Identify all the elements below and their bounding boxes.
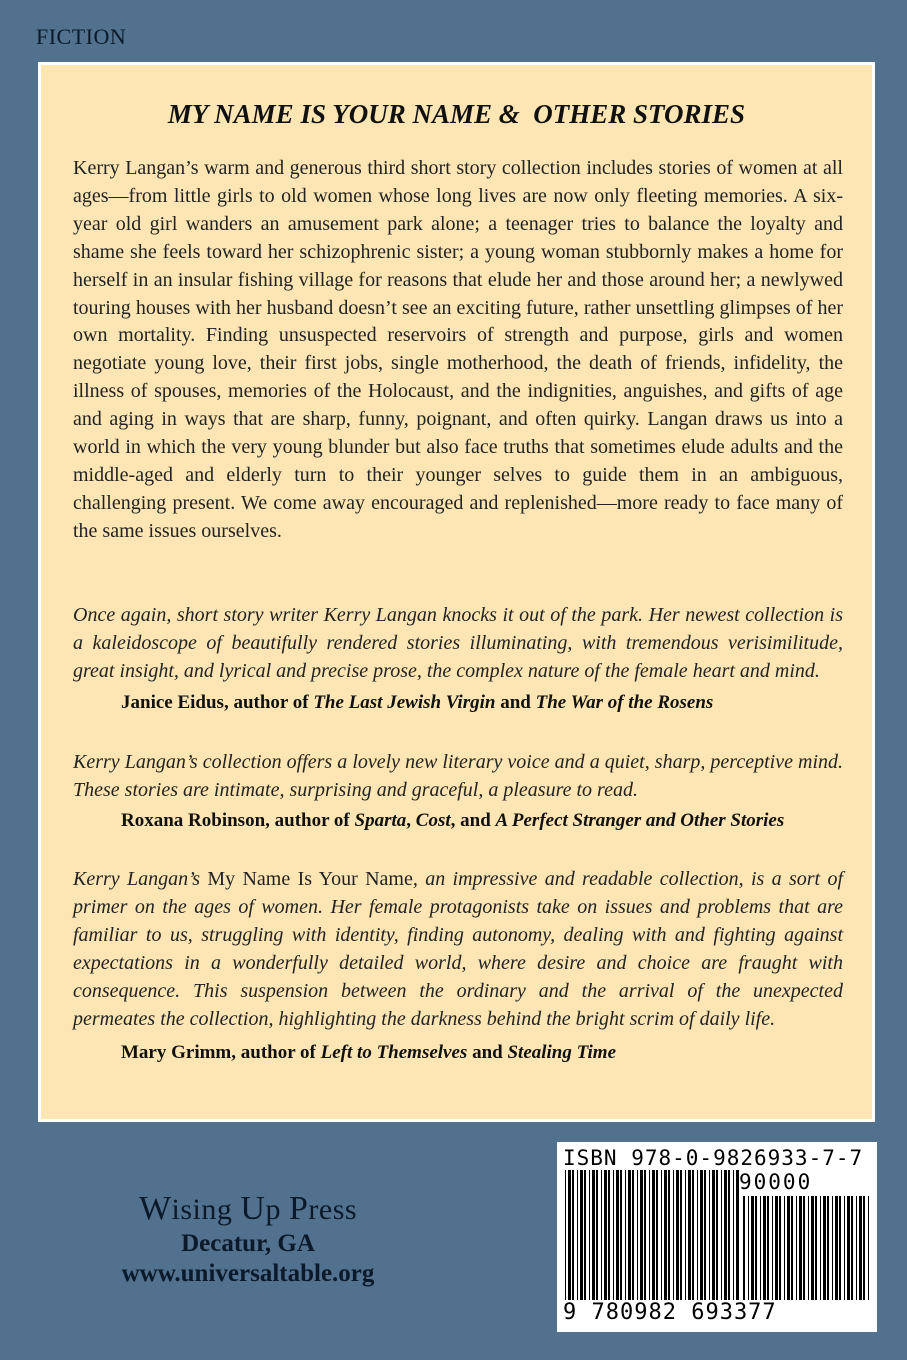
barcode-bar <box>580 1170 583 1300</box>
barcode-bar <box>644 1170 646 1300</box>
barcode-bar <box>604 1170 607 1300</box>
barcode-bar <box>608 1170 610 1300</box>
barcode-bar <box>680 1170 682 1300</box>
barcode-bar <box>733 1170 734 1300</box>
attribution-book: Cost <box>415 810 451 831</box>
barcode-bar <box>649 1170 650 1300</box>
barcode-bar <box>827 1196 829 1300</box>
isbn-barcode <box>557 1142 877 1332</box>
barcode-bar <box>652 1170 655 1300</box>
price-code: 90000 <box>739 1170 813 1194</box>
review-quote-3 <box>73 865 843 1033</box>
barcode-bar <box>577 1170 578 1300</box>
addon-barcode-bars <box>743 1196 871 1300</box>
barcode-bar <box>775 1196 778 1300</box>
quote-book-title: My Name Is Your Name <box>207 868 413 890</box>
barcode-bar <box>716 1170 718 1300</box>
publisher-initial: U <box>240 1190 266 1227</box>
barcode-bar <box>568 1170 571 1300</box>
barcode-bar <box>628 1170 631 1300</box>
barcode-bar <box>596 1170 598 1300</box>
barcode-bar <box>751 1196 754 1300</box>
attribution-conjunction: and <box>467 1042 508 1063</box>
barcode-bar <box>616 1170 619 1300</box>
isbn-number: ISBN 978-0-9826933-7-7 <box>563 1146 864 1170</box>
review-attribution-1 <box>121 692 861 714</box>
barcode-bar <box>791 1196 793 1300</box>
barcode-bar <box>565 1170 566 1300</box>
attribution-separator: , <box>406 810 416 831</box>
barcode-bar <box>859 1196 862 1300</box>
barcode-bar <box>799 1196 802 1300</box>
barcode-bar <box>640 1170 643 1300</box>
back-cover-panel <box>38 62 875 1122</box>
barcode-bar <box>700 1170 703 1300</box>
barcode-bar <box>637 1170 638 1300</box>
book-title: MY NAME IS YOUR NAME & OTHER STORIES <box>167 99 746 129</box>
publisher-name-part: ress <box>308 1193 358 1226</box>
attribution-book: The Last Jewish Virgin <box>313 692 496 713</box>
barcode-bar <box>832 1196 833 1300</box>
quote-text: Kerry Langan’s <box>73 868 208 890</box>
barcode-bar <box>787 1196 790 1300</box>
publisher-name <box>108 1190 388 1228</box>
barcode-bar <box>808 1196 809 1300</box>
barcode-bar <box>748 1196 749 1300</box>
barcode-bar <box>856 1196 857 1300</box>
attribution-author: Roxana Robinson, author of <box>121 810 355 831</box>
barcode-bar <box>784 1196 785 1300</box>
barcode-bar <box>863 1196 865 1300</box>
barcode-bar <box>868 1196 869 1300</box>
publisher-initial: P <box>288 1190 309 1227</box>
barcode-bar <box>767 1196 769 1300</box>
publisher-name-part: p <box>265 1193 289 1226</box>
barcode-bar <box>668 1170 670 1300</box>
barcode-bar <box>584 1170 586 1300</box>
barcode-bar <box>692 1170 694 1300</box>
publisher-initial: W <box>138 1190 172 1227</box>
barcode-bar <box>779 1196 781 1300</box>
barcode-bar <box>664 1170 667 1300</box>
barcode-bar <box>763 1196 766 1300</box>
barcode-bar <box>820 1196 821 1300</box>
barcode-bar <box>847 1196 850 1300</box>
barcode-bar <box>772 1196 773 1300</box>
publisher-name-part: ising <box>171 1193 241 1226</box>
barcode-bar <box>589 1170 590 1300</box>
barcode-bar <box>632 1170 634 1300</box>
barcode-bar <box>709 1170 710 1300</box>
barcode-bar <box>755 1196 757 1300</box>
barcode-bar <box>760 1196 761 1300</box>
attribution-book: Left to Themselves <box>320 1042 468 1063</box>
barcode-bar <box>673 1170 674 1300</box>
book-description: Kerry Langan’s warm and generous third short story collection includes stories of women at all ages—from little girls to old women whose long lives are now only fleeting memories. A six-year old girl wanders an amusement park alone; a teenager tries to balance the loyalty and shame she feels toward her schizophrenic sister; a young woman stubbornly makes a home for herself in an insular fishing village for reasons that elude her and those around her; a newlywed touring houses with her husband doesn’t see an exciting future, rather unsettling glimpses of her own mortality. Finding unsuspected reservoirs of strength and purpose, girls and women negotiate young love, their first jobs, single motherhood, the death of friends, infidelity, the illness of spouses, memories of the Holocaust, and the indignities, anguishes, and gifts of age and aging in ways that are sharp, funny, poignant, and often quirky. Langan draws us into a world in which the very young blunder but also face truths that sometimes elude adults and the middle-aged and elderly turn to their younger selves to guide them in an ambiguous, challenging present. We come away encouraged and replenished—more ready to face many of the same issues ourselves. <box>73 157 843 542</box>
barcode-bar <box>613 1170 614 1300</box>
quote-text: , an impressive and readable collection, is a sort of primer on the ages of women. Her female protagonists take on issues and problems that are familiar to us, struggling with identity, finding autonomy, dealing with and fighting against expectations in a wonderfully detailed world, where desire and choice are fraught with consequence. This suspension between the ordinary and the arrival of the unexpected permeates the collection, highlighting the darkness behind the bright scrim of daily life. <box>73 868 844 1030</box>
review-quote-1: Once again, short story writer Kerry Langan knocks it out of the park. Her newest collection is a kaleidoscope of beautifully rendered stories illuminating, with tremendous verisimilitude, great insight, and lyrical and precise prose, the complex nature of the female heart and mind. <box>73 604 843 682</box>
barcode-bar <box>712 1170 715 1300</box>
barcode-bar <box>803 1196 805 1300</box>
attribution-book: The War of the Rosens <box>535 692 714 713</box>
ean-barcode-bars <box>565 1170 739 1300</box>
barcode-bar <box>601 1170 602 1300</box>
barcode-bar <box>572 1170 574 1300</box>
barcode-bar <box>724 1170 727 1300</box>
barcode-bar <box>823 1196 826 1300</box>
barcode-bar <box>851 1196 853 1300</box>
attribution-book: Sparta <box>354 810 407 831</box>
barcode-bar <box>728 1170 730 1300</box>
barcode-bar <box>743 1196 745 1300</box>
barcode-bar <box>835 1196 838 1300</box>
barcode-bar <box>796 1196 797 1300</box>
publisher-block <box>108 1190 388 1288</box>
barcode-bar <box>592 1170 595 1300</box>
barcode-bar <box>704 1170 706 1300</box>
attribution-book: A Perfect Stranger and Other Stories <box>495 810 785 831</box>
barcode-bar <box>721 1170 722 1300</box>
genre-label: FICTION <box>36 24 127 49</box>
barcode-bar <box>620 1170 622 1300</box>
review-quote-2: Kerry Langan’s collection offers a lovely new literary voice and a quiet, sharp, perceptive mind. These stories are intimate, surprising and graceful, a pleasure to read. <box>73 751 843 801</box>
barcode-bar <box>697 1170 698 1300</box>
attribution-conjunction: , and <box>450 810 496 831</box>
review-attribution-3 <box>121 1042 861 1064</box>
barcode-bar <box>844 1196 845 1300</box>
barcode-bar <box>685 1170 686 1300</box>
barcode-bar <box>811 1196 814 1300</box>
attribution-book: Stealing Time <box>507 1042 617 1063</box>
publisher-city: Decatur, GA <box>181 1230 315 1257</box>
publisher-url: www.universaltable.org <box>121 1260 375 1287</box>
review-attribution-2 <box>121 810 861 832</box>
barcode-bar <box>839 1196 841 1300</box>
barcode-bar <box>661 1170 662 1300</box>
ean-digits: 9 780982 693377 <box>563 1300 777 1325</box>
attribution-conjunction: and <box>495 692 536 713</box>
barcode-bar <box>625 1170 626 1300</box>
barcode-bar <box>656 1170 658 1300</box>
barcode-bar <box>815 1196 817 1300</box>
attribution-author: Mary Grimm, author of <box>121 1042 321 1063</box>
barcode-bar <box>676 1170 679 1300</box>
attribution-author: Janice Eidus, author of <box>121 692 314 713</box>
barcode-bar <box>688 1170 691 1300</box>
